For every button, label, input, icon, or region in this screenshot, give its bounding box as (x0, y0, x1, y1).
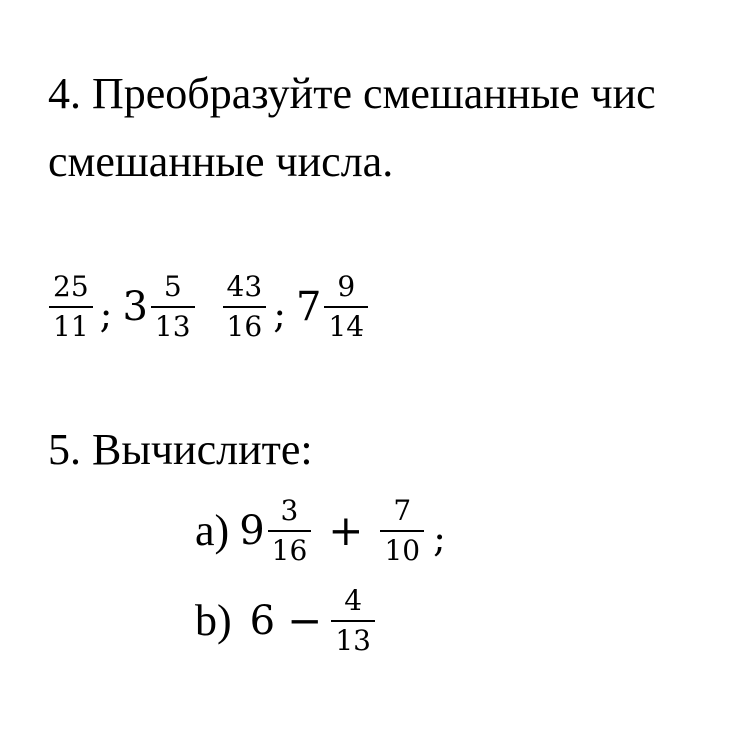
semicolon: ; (433, 516, 446, 560)
whole-part: 9 (239, 508, 265, 554)
fraction-25-11 (49, 270, 93, 343)
task-4-heading-line-1: 4. Преобразуйте смешанные чис (48, 69, 656, 118)
plus-sign: + (328, 506, 364, 555)
fraction-5-13 (151, 270, 195, 343)
fraction-43-16 (223, 270, 267, 343)
whole-part: 7 (296, 284, 322, 330)
fraction-9-14 (324, 270, 368, 343)
numerator: 4 (344, 584, 363, 617)
numerator: 25 (53, 270, 89, 303)
expression-label: b) (195, 596, 232, 645)
minus-sign: − (287, 596, 323, 645)
task-4-numbers (46, 262, 371, 352)
expression-label: a) (195, 506, 230, 555)
whole-part: 6 (249, 598, 276, 644)
numerator: 7 (393, 494, 412, 527)
task-5-heading: 5. Вычислите: (48, 425, 313, 474)
expression-a (195, 486, 446, 576)
denominator: 16 (226, 310, 263, 343)
fraction-3-16 (268, 494, 312, 567)
separator: ; (273, 292, 286, 336)
task-4-heading-line-2: смешанные числа. (48, 137, 394, 186)
fraction-7-10 (380, 494, 424, 567)
denominator: 10 (384, 534, 421, 567)
numerator: 3 (280, 494, 299, 527)
numerator: 9 (337, 270, 356, 303)
denominator: 16 (271, 534, 308, 567)
denominator: 13 (154, 310, 191, 343)
whole-part: 3 (122, 284, 148, 330)
denominator: 14 (328, 310, 365, 343)
expression-b (195, 576, 378, 666)
fraction-4-13 (331, 584, 375, 657)
denominator: 11 (53, 310, 89, 343)
numerator: 43 (226, 270, 263, 303)
denominator: 13 (335, 624, 371, 657)
separator: ; (99, 292, 113, 336)
numerator: 5 (163, 270, 182, 303)
